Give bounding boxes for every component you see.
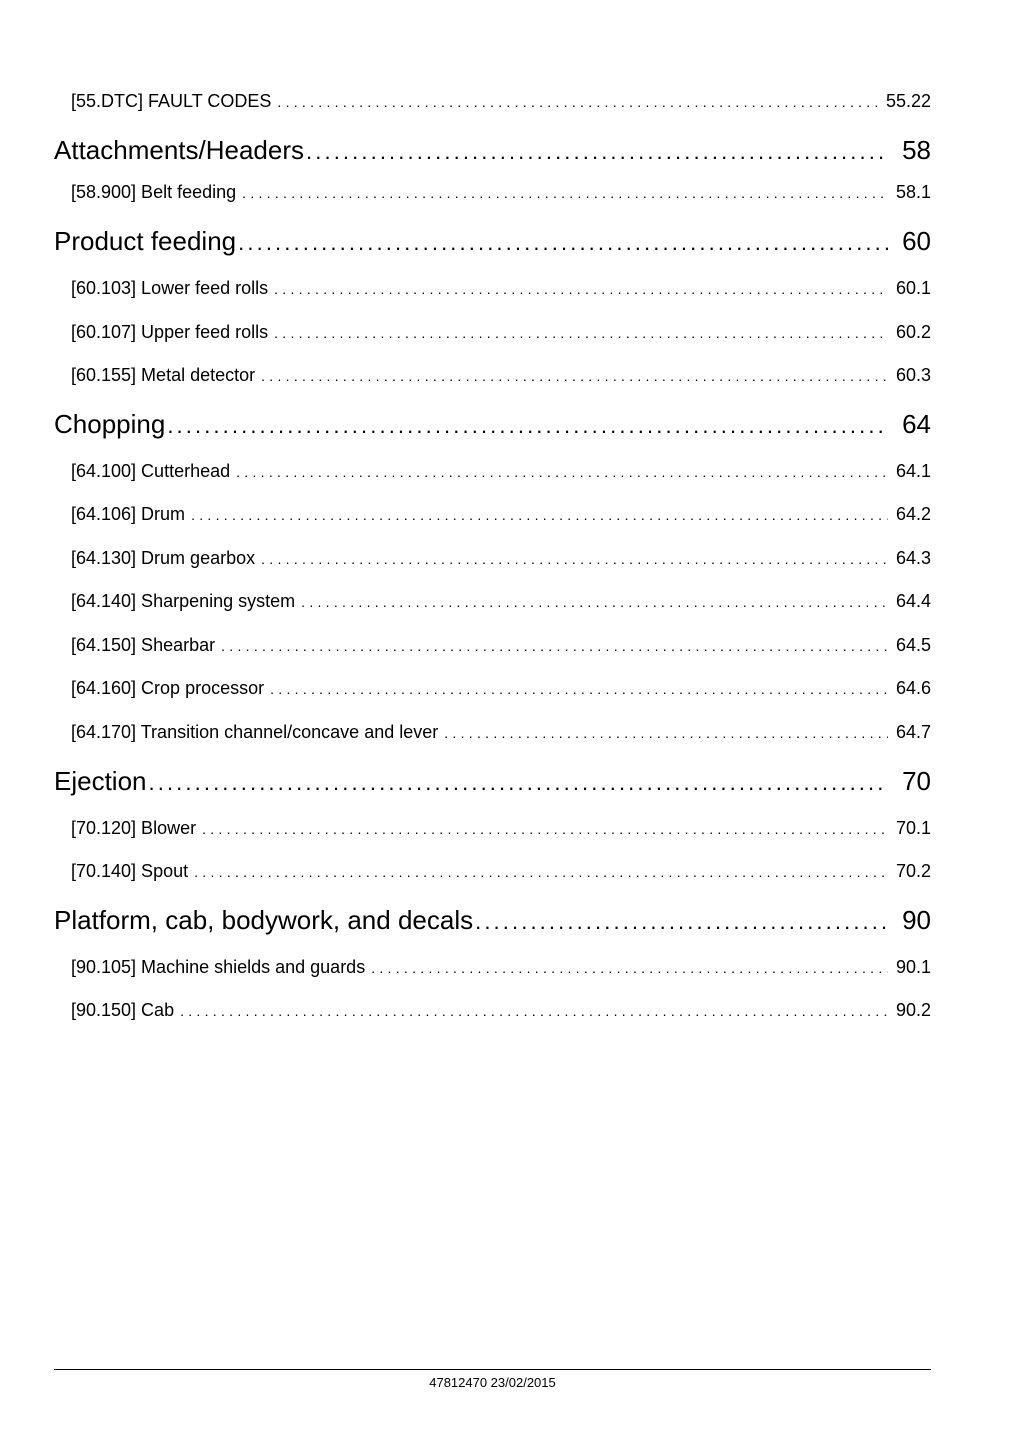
toc-entry-page: 70.1 [895, 818, 931, 838]
dot-leader [301, 590, 888, 613]
dot-leader [202, 817, 888, 840]
dot-leader [261, 547, 888, 570]
toc-entry-page: 60.2 [895, 322, 931, 342]
dot-leader [149, 766, 889, 798]
toc-entry-page: 64.4 [895, 591, 931, 611]
toc-section-label: Platform, cab, bodywork, and decals [54, 905, 474, 935]
dot-leader [180, 999, 888, 1022]
toc-section-page: 70 [902, 766, 931, 796]
toc-entry-page: 64.1 [895, 461, 931, 481]
toc-entry-60-107[interactable] [71, 320, 931, 344]
dot-leader [371, 956, 888, 979]
dot-leader [194, 860, 888, 883]
toc-entry-label: [55.DTC] FAULT CODES [71, 91, 272, 111]
toc-section-product-feeding[interactable] [54, 224, 931, 258]
toc-section-page: 64 [902, 409, 931, 439]
toc-entry-page: 64.3 [895, 548, 931, 568]
toc-section-page: 90 [902, 905, 931, 935]
toc-entry-label: [64.140] Sharpening system [71, 591, 296, 611]
toc-entry-60-155[interactable] [71, 363, 931, 387]
toc-section-ejection[interactable] [54, 764, 931, 798]
toc-entry-90-105[interactable] [71, 955, 931, 979]
dot-leader [242, 181, 888, 204]
toc-entry-page: 60.3 [895, 365, 931, 385]
toc-entry-label: [64.160] Crop processor [71, 678, 265, 698]
toc-section-label: Ejection [54, 766, 147, 796]
toc-section-label: Chopping [54, 409, 166, 439]
toc-section-platform-cab[interactable] [54, 903, 931, 937]
dot-leader [277, 90, 878, 113]
toc-entry-58-900[interactable] [71, 180, 931, 204]
toc-section-page: 60 [902, 226, 931, 256]
toc-entry-label: [60.155] Metal detector [71, 365, 256, 385]
dot-leader [274, 277, 888, 300]
toc-entry-90-150[interactable] [71, 998, 931, 1022]
toc-section-page: 58 [902, 135, 931, 165]
toc-entry-page: 90.1 [895, 957, 931, 977]
toc-entry-label: [60.103] Lower feed rolls [71, 278, 269, 298]
toc-entry-label: [64.150] Shearbar [71, 635, 216, 655]
toc-entry-page: 58.1 [895, 182, 931, 202]
footer-divider [54, 1369, 931, 1370]
toc-entry-label: [70.120] Blower [71, 818, 197, 838]
dot-leader [274, 321, 888, 344]
toc-entry-page: 90.2 [895, 1000, 931, 1020]
toc-section-label: Attachments/Headers [54, 135, 305, 165]
toc-entry-page: 64.7 [895, 722, 931, 742]
toc-entry-label: [64.170] Transition channel/concave and lever [71, 722, 439, 742]
toc-entry-label: [58.900] Belt feeding [71, 182, 237, 202]
toc-entry-page: 70.2 [895, 861, 931, 881]
toc-entry-label: [64.130] Drum gearbox [71, 548, 256, 568]
toc-entry-64-150[interactable] [71, 633, 931, 657]
footer-document-id: 47812470 23/02/2015 [429, 1375, 556, 1390]
dot-leader [270, 677, 888, 700]
dot-leader [261, 364, 888, 387]
toc-entry-label: [64.100] Cutterhead [71, 461, 231, 481]
toc-entry-64-130[interactable] [71, 546, 931, 570]
dot-leader [236, 460, 888, 483]
toc-entry-label: [90.150] Cab [71, 1000, 175, 1020]
dot-leader [167, 409, 888, 441]
toc-entry-64-160[interactable] [71, 676, 931, 700]
toc-entry-64-100[interactable] [71, 459, 931, 483]
toc-section-attachments-headers[interactable] [54, 133, 931, 167]
toc-entry-label: [90.105] Machine shields and guards [71, 957, 366, 977]
toc-entry-70-120[interactable] [71, 816, 931, 840]
toc-entry-page: 60.1 [895, 278, 931, 298]
toc-entry-64-140[interactable] [71, 589, 931, 613]
toc-section-label: Product feeding [54, 226, 237, 256]
dot-leader [191, 503, 888, 526]
dot-leader [221, 634, 888, 657]
toc-section-chopping[interactable] [54, 407, 931, 441]
dot-leader [306, 135, 888, 167]
toc-entry-page: 64.5 [895, 635, 931, 655]
dot-leader [444, 721, 888, 744]
dot-leader [475, 905, 888, 937]
toc-entry-64-106[interactable] [71, 502, 931, 526]
toc-entry-label: [70.140] Spout [71, 861, 189, 881]
toc-entry-page: 64.6 [895, 678, 931, 698]
toc-entry-label: [60.107] Upper feed rolls [71, 322, 269, 342]
toc-entry-55-dtc[interactable] [71, 89, 931, 113]
toc-entry-70-140[interactable] [71, 859, 931, 883]
dot-leader [238, 226, 888, 258]
toc-entry-64-170[interactable] [71, 720, 931, 744]
toc-entry-page: 64.2 [895, 504, 931, 524]
toc-entry-60-103[interactable] [71, 276, 931, 300]
toc-entry-label: [64.106] Drum [71, 504, 186, 524]
toc-entry-page: 55.22 [885, 91, 931, 111]
